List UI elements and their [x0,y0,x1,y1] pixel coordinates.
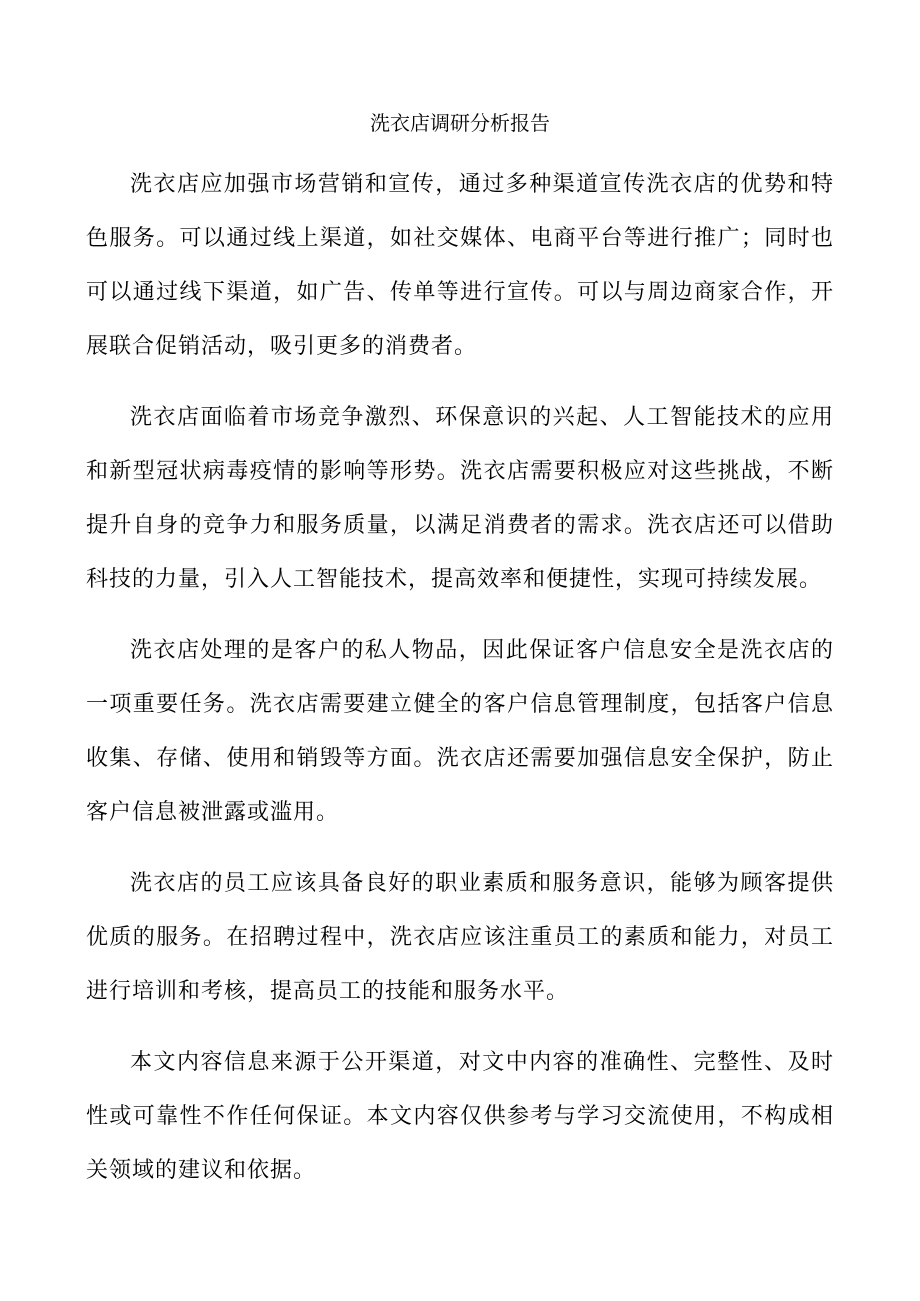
paragraph-challenges: 洗衣店面临着市场竞争激烈、环保意识的兴起、人工智能技术的应用和新型冠状病毒疫情的影响等形势。洗衣店需要积极应对这些挑战，不断提升自身的竞争力和服务质量，以满足消费者的需求。洗衣店还可以借助科技的力量，引入人工智能技术，提高效率和便捷性，实现可持续发展。 [86,405,834,592]
paragraph-disclaimer: 本文内容信息来源于公开渠道，对文中内容的准确性、完整性、及时性或可靠性不作任何保证。本文内容仅供参考与学习交流使用，不构成相关领域的建议和依据。 [86,1050,834,1183]
paragraph-staff: 洗衣店的员工应该具备良好的职业素质和服务意识，能够为顾客提供优质的服务。在招聘过程中，洗衣店应该注重员工的素质和能力，对员工进行培训和考核，提高员工的技能和服务水平。 [86,871,834,1004]
document-title: 洗衣店调研分析报告 [370,111,550,135]
paragraph-information-security: 洗衣店处理的是客户的私人物品，因此保证客户信息安全是洗衣店的一项重要任务。洗衣店需要建立健全的客户信息管理制度，包括客户信息收集、存储、使用和销毁等方面。洗衣店还需要加强信息安全保护，防止客户信息被泄露或滥用。 [86,638,834,825]
paragraph-marketing: 洗衣店应加强市场营销和宣传，通过多种渠道宣传洗衣店的优势和特色服务。可以通过线上渠道，如社交媒体、电商平台等进行推广；同时也可以通过线下渠道，如广告、传单等进行宣传。可以与周边商家合作，开展联合促销活动，吸引更多的消费者。 [86,172,834,359]
document-body [86,158,834,1215]
